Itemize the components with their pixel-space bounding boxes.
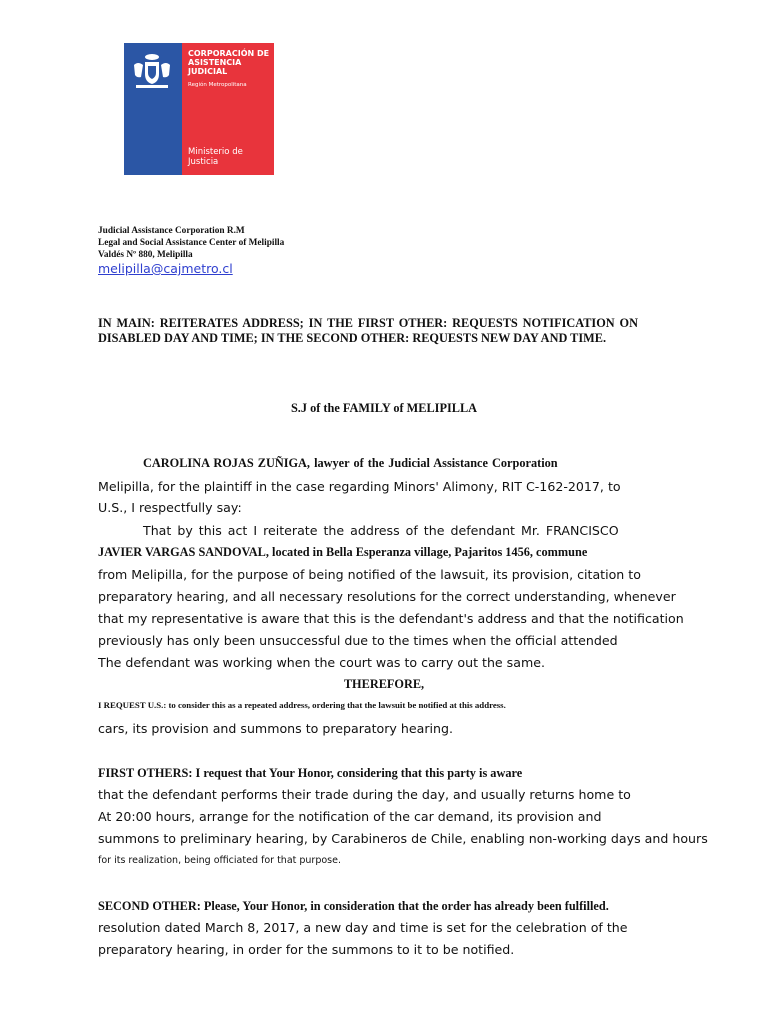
header-line-3: Valdés Nº 880, Melipilla (98, 250, 193, 260)
p1-line-2: Melipilla, for the plaintiff in the case regarding Minors' Alimony, RIT C-162-2017, to (98, 479, 621, 494)
p2-line-7: The defendant was working when the court was to carry out the same. (98, 655, 545, 670)
document-title: IN MAIN: REITERATES ADDRESS; IN THE FIRST OTHER: REQUESTS NOTIFICATION ON DISABLED DAY AND TIME; IN THE SECOND OTHER: REQUESTS NEW DAY AND TIME. (98, 316, 638, 345)
p1-line-3: U.S., I respectfully say: (98, 500, 242, 515)
court-heading: S.J of the FAMILY of MELIPILLA (290, 401, 478, 415)
email-link[interactable]: melipilla@cajmetro.cl (98, 261, 233, 276)
logo-blue-panel (124, 43, 182, 175)
first-other-line-3: At 20:00 hours, arrange for the notification of the car demand, its provision and (98, 809, 602, 824)
p2-line-4: preparatory hearing, and all necessary resolutions for the correct understanding, whenever (98, 589, 676, 604)
p2-line-5: that my representative is aware that this is the defendant's address and that the notification (98, 611, 684, 626)
request-line-1: I REQUEST U.S.: to consider this as a repeated address, ordering that the lawsuit be notified at this address. (98, 700, 506, 710)
second-other-line-2: resolution dated March 8, 2017, a new day and time is set for the celebration of the (98, 920, 628, 935)
therefore-heading: THEREFORE, (343, 677, 425, 691)
first-other-line-1: FIRST OTHERS: I request that Your Honor, considering that this party is aware (98, 766, 523, 780)
p2-line-3: from Melipilla, for the purpose of being notified of the lawsuit, its provision, citation to (98, 567, 641, 582)
logo-ministry: Ministerio de Justicia (188, 147, 243, 167)
p2-line-2: JAVIER VARGAS SANDOVAL, located in Bella Esperanza village, Pajaritos 1456, commune (98, 545, 588, 559)
second-other-line-3: preparatory hearing, in order for the summons to it to be notified. (98, 942, 515, 957)
p2-line-6: previously has only been unsuccessful due to the times when the official attended (98, 633, 618, 648)
second-other-line-1: SECOND OTHER: Please, Your Honor, in consideration that the order has already been fulfilled. (98, 899, 609, 913)
first-other-line-5: for its realization, being officiated for that purpose. (98, 855, 341, 866)
p1-line-1: CAROLINA ROJAS ZUÑIGA, lawyer of the Judicial Assistance Corporation (143, 456, 558, 470)
logo-red-panel (182, 43, 274, 175)
header-line-1: Judicial Assistance Corporation R.M (98, 226, 245, 236)
request-line-2: cars, its provision and summons to preparatory hearing. (98, 721, 453, 736)
logo-org-name: CORPORACIÓN DE ASISTENCIA JUDICIAL (188, 49, 270, 76)
p2-line-1: That by this act I reiterate the address of the defendant Mr. FRANCISCO (143, 523, 619, 538)
header-line-2: Legal and Social Assistance Center of Melipilla (98, 238, 285, 248)
coat-of-arms-icon (130, 51, 174, 91)
institution-logo (124, 43, 274, 175)
first-other-line-4: summons to preliminary hearing, by Carabineros de Chile, enabling non-working days and hours (98, 831, 708, 846)
logo-region: Región Metropolitana (188, 82, 247, 88)
first-other-line-2: that the defendant performs their trade during the day, and usually returns home to (98, 787, 631, 802)
